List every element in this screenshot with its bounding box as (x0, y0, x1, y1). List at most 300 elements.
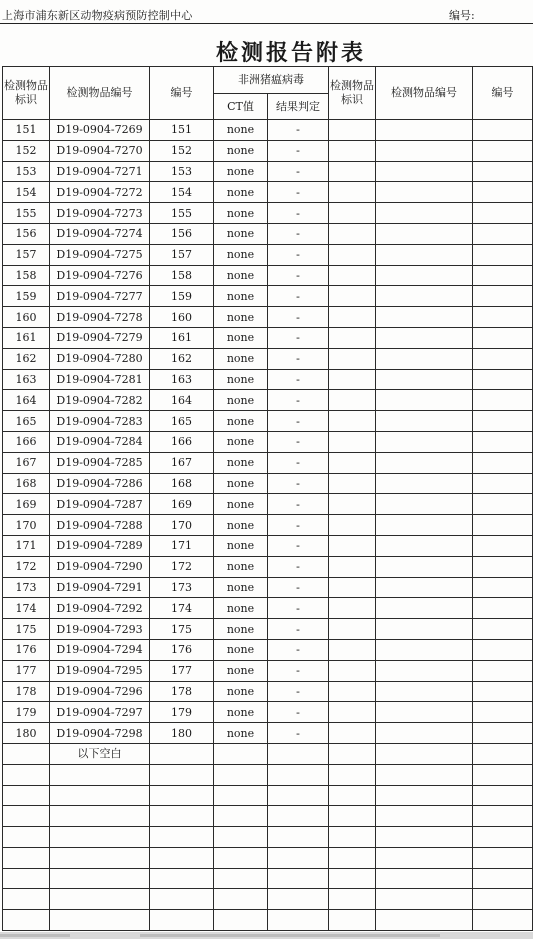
empty-cell (150, 785, 214, 806)
ct-value-cell: none (214, 702, 268, 723)
empty-cell (473, 390, 533, 411)
empty-cell (214, 910, 268, 931)
empty-cell (329, 348, 376, 369)
sample-id-cell: 155 (3, 203, 50, 224)
empty-cell (376, 764, 473, 785)
sample-code-cell: D19-0904-7293 (50, 619, 150, 640)
sample-code-cell: D19-0904-7296 (50, 681, 150, 702)
empty-cell (473, 889, 533, 910)
header-virus-group: 非洲猪瘟病毒 (214, 67, 329, 94)
table-row (3, 473, 533, 494)
blank-note-row (3, 743, 533, 764)
empty-cell (376, 889, 473, 910)
empty-cell (376, 702, 473, 723)
empty-cell (376, 598, 473, 619)
result-cell: - (268, 411, 329, 432)
empty-cell (329, 286, 376, 307)
table-row (3, 660, 533, 681)
number-cell: 160 (150, 307, 214, 328)
empty-cell (329, 327, 376, 348)
empty-cell (150, 743, 214, 764)
empty-cell (150, 910, 214, 931)
sample-id-cell: 178 (3, 681, 50, 702)
number-cell: 157 (150, 244, 214, 265)
number-cell: 177 (150, 660, 214, 681)
empty-cell (329, 390, 376, 411)
empty-cell (376, 161, 473, 182)
empty-cell (268, 910, 329, 931)
empty-cell (329, 785, 376, 806)
sample-code-cell: D19-0904-7273 (50, 203, 150, 224)
empty-cell (268, 764, 329, 785)
empty-cell (150, 847, 214, 868)
empty-cell (329, 847, 376, 868)
empty-cell (329, 265, 376, 286)
ct-value-cell: none (214, 120, 268, 141)
empty-cell (473, 764, 533, 785)
empty-cell (376, 556, 473, 577)
number-cell: 175 (150, 619, 214, 640)
ct-value-cell: none (214, 452, 268, 473)
empty-cell (473, 577, 533, 598)
sample-id-cell: 171 (3, 535, 50, 556)
table-row (3, 577, 533, 598)
empty-cell (214, 785, 268, 806)
result-cell: - (268, 431, 329, 452)
table-row (3, 619, 533, 640)
empty-cell (473, 702, 533, 723)
number-cell: 161 (150, 327, 214, 348)
empty-cell (473, 182, 533, 203)
ct-value-cell: none (214, 203, 268, 224)
sample-id-cell: 169 (3, 494, 50, 515)
sample-code-cell: D19-0904-7292 (50, 598, 150, 619)
empty-cell (3, 889, 50, 910)
sample-code-cell: D19-0904-7294 (50, 639, 150, 660)
number-cell: 167 (150, 452, 214, 473)
empty-cell (329, 203, 376, 224)
ct-value-cell: none (214, 327, 268, 348)
empty-cell (329, 723, 376, 744)
empty-cell (473, 265, 533, 286)
number-cell: 165 (150, 411, 214, 432)
empty-cell (3, 806, 50, 827)
table-row (3, 223, 533, 244)
sample-code-cell: D19-0904-7285 (50, 452, 150, 473)
empty-cell (329, 244, 376, 265)
empty-cell (50, 868, 150, 889)
empty-cell (214, 806, 268, 827)
sample-id-cell: 161 (3, 327, 50, 348)
number-cell: 176 (150, 639, 214, 660)
table-row (3, 182, 533, 203)
sample-id-cell: 180 (3, 723, 50, 744)
sample-code-cell: D19-0904-7270 (50, 140, 150, 161)
result-cell: - (268, 494, 329, 515)
empty-row (3, 785, 533, 806)
empty-cell (376, 743, 473, 764)
table-row (3, 723, 533, 744)
sample-code-cell: D19-0904-7295 (50, 660, 150, 681)
page-title: 检测报告附表 (216, 40, 367, 66)
empty-cell (329, 411, 376, 432)
empty-cell (214, 889, 268, 910)
empty-cell (329, 369, 376, 390)
number-cell: 163 (150, 369, 214, 390)
empty-cell (3, 868, 50, 889)
table-row (3, 369, 533, 390)
number-cell: 155 (150, 203, 214, 224)
empty-cell (329, 806, 376, 827)
ct-value-cell: none (214, 619, 268, 640)
empty-cell (329, 743, 376, 764)
result-cell: - (268, 223, 329, 244)
empty-cell (473, 598, 533, 619)
empty-cell (376, 390, 473, 411)
number-cell: 172 (150, 556, 214, 577)
empty-cell (329, 660, 376, 681)
empty-cell (150, 764, 214, 785)
empty-cell (473, 827, 533, 848)
empty-cell (376, 431, 473, 452)
sample-code-cell: D19-0904-7284 (50, 431, 150, 452)
table-row (3, 327, 533, 348)
sample-id-cell: 164 (3, 390, 50, 411)
empty-cell (473, 244, 533, 265)
number-cell: 170 (150, 515, 214, 536)
empty-cell (376, 494, 473, 515)
sample-code-cell: D19-0904-7289 (50, 535, 150, 556)
empty-cell (473, 369, 533, 390)
number-cell: 174 (150, 598, 214, 619)
ct-value-cell: none (214, 577, 268, 598)
result-cell: - (268, 619, 329, 640)
empty-row (3, 847, 533, 868)
empty-cell (473, 431, 533, 452)
table-row (3, 286, 533, 307)
sample-code-cell: D19-0904-7280 (50, 348, 150, 369)
sample-id-cell: 167 (3, 452, 50, 473)
empty-cell (473, 286, 533, 307)
header-sample-id: 检测物品标识 (3, 67, 50, 120)
table-row (3, 411, 533, 432)
table-row (3, 265, 533, 286)
empty-cell (268, 743, 329, 764)
empty-cell (329, 868, 376, 889)
number-cell: 164 (150, 390, 214, 411)
result-cell: - (268, 515, 329, 536)
empty-cell (376, 452, 473, 473)
table-row (3, 535, 533, 556)
empty-cell (329, 827, 376, 848)
ct-value-cell: none (214, 515, 268, 536)
empty-cell (473, 910, 533, 931)
empty-cell (50, 785, 150, 806)
result-cell: - (268, 244, 329, 265)
empty-cell (50, 764, 150, 785)
ct-value-cell: none (214, 140, 268, 161)
empty-cell (329, 681, 376, 702)
sample-code-cell: D19-0904-7298 (50, 723, 150, 744)
result-cell: - (268, 307, 329, 328)
sample-code-cell: D19-0904-7271 (50, 161, 150, 182)
empty-cell (376, 411, 473, 432)
number-cell: 173 (150, 577, 214, 598)
ct-value-cell: none (214, 723, 268, 744)
result-cell: - (268, 390, 329, 411)
empty-cell (473, 660, 533, 681)
empty-cell (329, 473, 376, 494)
sample-id-cell: 174 (3, 598, 50, 619)
empty-cell (268, 785, 329, 806)
empty-cell (376, 265, 473, 286)
sample-code-cell: D19-0904-7282 (50, 390, 150, 411)
empty-cell (3, 910, 50, 931)
empty-cell (473, 411, 533, 432)
number-cell: 159 (150, 286, 214, 307)
ct-value-cell: none (214, 681, 268, 702)
empty-cell (473, 723, 533, 744)
sample-code-cell: D19-0904-7287 (50, 494, 150, 515)
empty-cell (376, 473, 473, 494)
empty-cell (376, 140, 473, 161)
empty-cell (214, 827, 268, 848)
empty-cell (376, 577, 473, 598)
empty-cell (376, 535, 473, 556)
header-number: 编号 (150, 67, 214, 120)
number-cell: 156 (150, 223, 214, 244)
empty-cell (329, 619, 376, 640)
empty-cell (473, 847, 533, 868)
empty-cell (473, 473, 533, 494)
empty-cell (3, 785, 50, 806)
result-cell: - (268, 286, 329, 307)
empty-cell (329, 161, 376, 182)
empty-cell (329, 535, 376, 556)
ct-value-cell: none (214, 390, 268, 411)
sample-id-cell: 175 (3, 619, 50, 640)
empty-cell (376, 619, 473, 640)
sample-id-cell: 166 (3, 431, 50, 452)
result-cell: - (268, 577, 329, 598)
empty-cell (473, 868, 533, 889)
sample-code-cell: D19-0904-7269 (50, 120, 150, 141)
empty-cell (329, 889, 376, 910)
header-rule (0, 23, 533, 24)
empty-cell (376, 847, 473, 868)
empty-cell (3, 847, 50, 868)
empty-cell (268, 827, 329, 848)
table-row (3, 244, 533, 265)
header-sample-id-2: 检测物品标识 (329, 67, 376, 120)
sample-id-cell: 156 (3, 223, 50, 244)
table-row (3, 639, 533, 660)
sample-code-cell: D19-0904-7290 (50, 556, 150, 577)
table-row (3, 556, 533, 577)
ct-value-cell: none (214, 660, 268, 681)
result-cell: - (268, 535, 329, 556)
empty-cell (50, 806, 150, 827)
empty-cell (473, 203, 533, 224)
empty-cell (376, 785, 473, 806)
number-cell: 169 (150, 494, 214, 515)
ct-value-cell: none (214, 494, 268, 515)
ct-value-cell: none (214, 182, 268, 203)
empty-cell (3, 827, 50, 848)
serial-number-label: 编号: (449, 9, 475, 22)
number-cell: 171 (150, 535, 214, 556)
ct-value-cell: none (214, 307, 268, 328)
empty-cell (376, 827, 473, 848)
report-table (2, 66, 533, 931)
number-cell: 154 (150, 182, 214, 203)
table-row (3, 702, 533, 723)
sample-id-cell: 176 (3, 639, 50, 660)
sample-code-cell: D19-0904-7297 (50, 702, 150, 723)
number-cell: 179 (150, 702, 214, 723)
sample-code-cell: D19-0904-7278 (50, 307, 150, 328)
result-cell: - (268, 452, 329, 473)
empty-cell (329, 515, 376, 536)
empty-cell (473, 494, 533, 515)
result-cell: - (268, 702, 329, 723)
result-cell: - (268, 265, 329, 286)
empty-cell (473, 681, 533, 702)
number-cell: 178 (150, 681, 214, 702)
sample-code-cell: D19-0904-7291 (50, 577, 150, 598)
empty-cell (473, 639, 533, 660)
empty-cell (473, 348, 533, 369)
sample-code-cell: D19-0904-7279 (50, 327, 150, 348)
sample-id-cell: 173 (3, 577, 50, 598)
header-number-2: 编号 (473, 67, 533, 120)
table-row (3, 203, 533, 224)
sample-id-cell: 179 (3, 702, 50, 723)
sample-code-cell: D19-0904-7281 (50, 369, 150, 390)
empty-cell (473, 556, 533, 577)
empty-cell (329, 764, 376, 785)
result-cell: - (268, 660, 329, 681)
empty-row (3, 889, 533, 910)
sample-id-cell: 153 (3, 161, 50, 182)
sample-id-cell: 170 (3, 515, 50, 536)
sample-code-cell: D19-0904-7276 (50, 265, 150, 286)
sample-code-cell: D19-0904-7274 (50, 223, 150, 244)
empty-cell (268, 868, 329, 889)
sample-id-cell: 152 (3, 140, 50, 161)
scan-bottom-edge (0, 932, 533, 939)
sample-code-cell: D19-0904-7288 (50, 515, 150, 536)
empty-cell (329, 702, 376, 723)
ct-value-cell: none (214, 348, 268, 369)
table-row (3, 348, 533, 369)
ct-value-cell: none (214, 411, 268, 432)
result-cell: - (268, 327, 329, 348)
table-row (3, 681, 533, 702)
result-cell: - (268, 639, 329, 660)
result-cell: - (268, 369, 329, 390)
empty-cell (376, 681, 473, 702)
result-cell: - (268, 120, 329, 141)
empty-cell (376, 244, 473, 265)
empty-cell (329, 307, 376, 328)
empty-cell (376, 910, 473, 931)
empty-cell (376, 806, 473, 827)
empty-cell (473, 140, 533, 161)
empty-cell (376, 515, 473, 536)
empty-row (3, 764, 533, 785)
empty-cell (376, 723, 473, 744)
ct-value-cell: none (214, 244, 268, 265)
empty-cell (329, 577, 376, 598)
sample-id-cell: 151 (3, 120, 50, 141)
empty-cell (329, 639, 376, 660)
ct-value-cell: none (214, 161, 268, 182)
empty-cell (376, 223, 473, 244)
empty-cell (214, 847, 268, 868)
empty-cell (376, 182, 473, 203)
empty-row (3, 868, 533, 889)
empty-cell (150, 806, 214, 827)
empty-cell (50, 889, 150, 910)
empty-cell (376, 369, 473, 390)
empty-cell (268, 889, 329, 910)
number-cell: 158 (150, 265, 214, 286)
result-cell: - (268, 182, 329, 203)
sample-id-cell: 168 (3, 473, 50, 494)
organization-name: 上海市浦东新区动物疫病预防控制中心 (2, 9, 193, 22)
empty-cell (473, 120, 533, 141)
empty-cell (329, 910, 376, 931)
table-row (3, 494, 533, 515)
table-row (3, 161, 533, 182)
result-cell: - (268, 598, 329, 619)
empty-cell (473, 307, 533, 328)
empty-cell (329, 494, 376, 515)
table-row (3, 515, 533, 536)
sample-id-cell: 172 (3, 556, 50, 577)
number-cell: 151 (150, 120, 214, 141)
sample-id-cell: 177 (3, 660, 50, 681)
empty-cell (473, 785, 533, 806)
sample-id-cell: 163 (3, 369, 50, 390)
empty-cell (329, 431, 376, 452)
sample-code-cell: D19-0904-7286 (50, 473, 150, 494)
sample-id-cell: 158 (3, 265, 50, 286)
empty-cell (214, 868, 268, 889)
result-cell: - (268, 161, 329, 182)
number-cell: 166 (150, 431, 214, 452)
empty-cell (150, 827, 214, 848)
empty-cell (3, 743, 50, 764)
empty-cell (376, 203, 473, 224)
empty-cell (473, 806, 533, 827)
result-cell: - (268, 556, 329, 577)
ct-value-cell: none (214, 556, 268, 577)
blank-note: 以下空白 (50, 743, 150, 764)
header-ct-value: CT值 (214, 94, 268, 120)
empty-cell (329, 223, 376, 244)
empty-cell (150, 868, 214, 889)
empty-cell (473, 619, 533, 640)
header-sample-code-2: 检测物品编号 (376, 67, 473, 120)
empty-cell (473, 515, 533, 536)
ct-value-cell: none (214, 265, 268, 286)
sample-id-cell: 160 (3, 307, 50, 328)
ct-value-cell: none (214, 369, 268, 390)
empty-cell (473, 452, 533, 473)
sample-code-cell: D19-0904-7272 (50, 182, 150, 203)
